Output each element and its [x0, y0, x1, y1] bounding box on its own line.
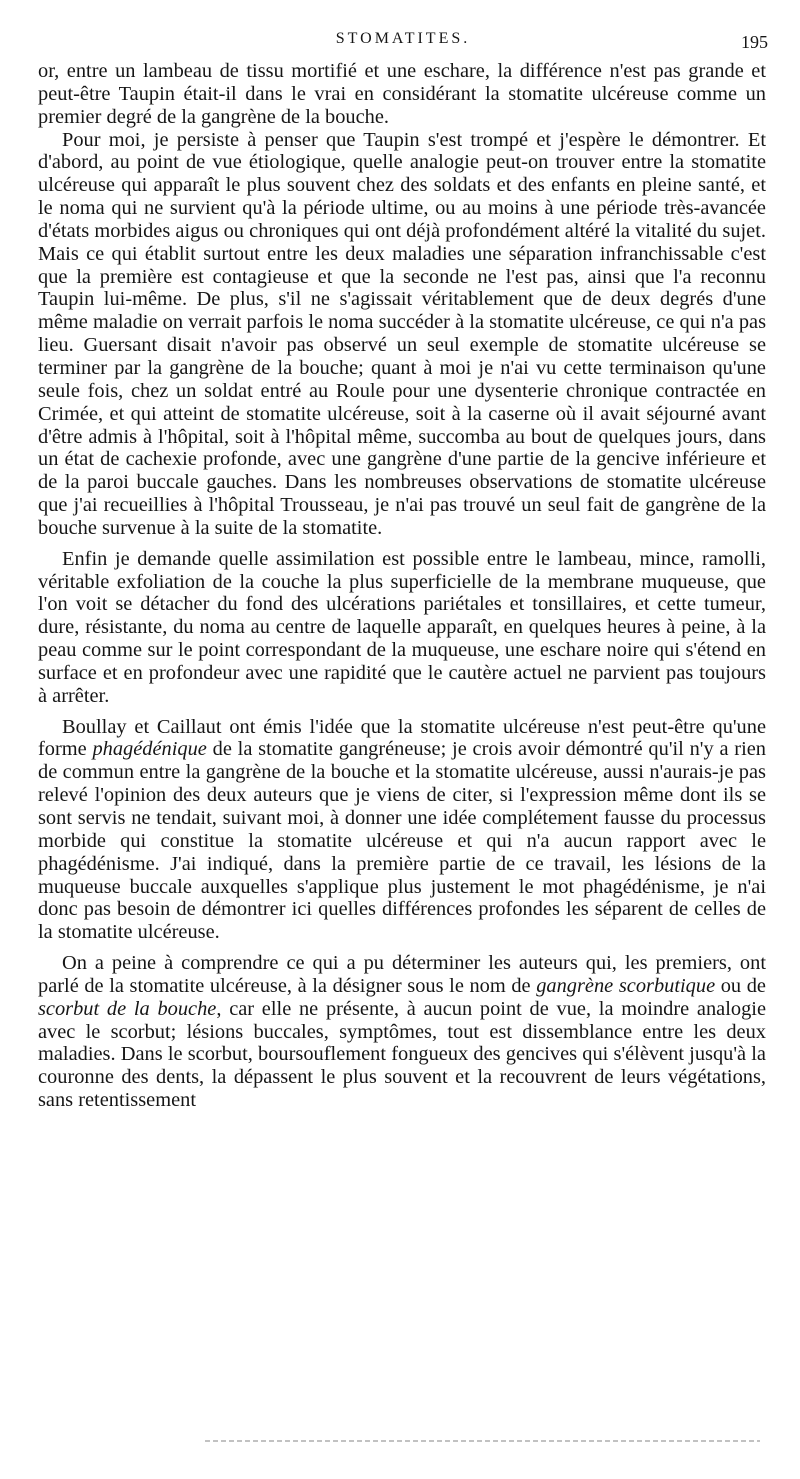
text-run: On a peine à comprendre ce qui a pu déterminer les auteurs qui, les premiers, ont parlé de la stomatite ulcéreuse, à la désigner sous le nom de	[38, 952, 766, 997]
paragraph	[38, 60, 766, 129]
text-run: Boullay et Caillaut ont émis l'idée que la stomatite ulcéreuse n'est peut-être qu'une forme	[38, 715, 766, 761]
body-text	[38, 60, 766, 1112]
text-run: ou de	[715, 974, 766, 997]
running-title: STOMATITES.	[335, 30, 471, 47]
page-number: 195	[741, 32, 768, 52]
text-run: Pour moi, je persiste à penser que Taupin s'est trompé et j'espère le démontrer. Et d'abord, au point de vue étiologique, quelle analogie peut-on trouver entre la stomatite ulcéreuse qui apparaît le plus souvent chez des soldats et des enfants en pleine santé, et le noma qui ne survient qu'à la période ultime, ou au moins à une période très-avancée d'états morbides aigus ou chroniques qui ont déjà profondément altéré la vitalité du sujet. Mais ce qui établit surtout entre les deux maladies une séparation infranchissable c'est que la première est contagieuse et que la seconde ne l'est pas, ainsi que l'a reconnu Taupin lui-même. De plus, s'il ne s'agissait véritablement que de deux degrés d'une même maladie on verrait parfois le noma succéder à la stomatite ulcéreuse, ce qui n'a pas lieu. Guersant disait n'avoir pas observé un seul exemple de stomatite ulcéreuse se terminer par la gangrène de la bouche; quant à moi je n'ai vu cette terminaison qu'une seule fois, chez un soldat entré au Roule pour une dysenterie chronique contractée en Crimée, et qui atteint de stomatite ulcéreuse, soit à la caserne où il avait séjourné avant d'être admis à l'hôpital, soit à l'hôpital même, succomba au bout de quelques jours, dans un état de cachexie profonde, avec une gangrène d'une partie de la gencive inférieure et de la paroi buccale gauches. Dans les nombreuses observations de stomatite ulcéreuse que j'ai recueillies à l'hôpital Trousseau, je n'ai pas trouvé un seul fait de gangrène de la bouche survenue à la suite de la stomatite.	[38, 128, 766, 539]
running-head	[38, 30, 768, 54]
paragraph	[38, 952, 766, 1112]
paragraph	[38, 548, 766, 708]
text-run: , car elle ne présente, à aucun point de vue, la moindre analogie avec le scorbut; lésions buccales, symptômes, tout est dissemblance entre les deux maladies. Dans le scorbut, boursouflement fongueux des gencives qui s'élèvent jusqu'à la couronne des dents, la dépassent le plus souvent et la recouvrent de leurs végétations, sans retentissement	[38, 997, 766, 1112]
text-run: de la stomatite gangréneuse; je crois avoir démontré qu'il n'y a rien de commun entre la gangrène de la bouche et la stomatite ulcéreuse, aussi n'aurais-je pas relevé l'opinion des deux auteurs que je viens de citer, si l'expression même dont ils se sont servis ne tendait, suivant moi, à donner une idée complétement fausse du processus morbide qui constitue la stomatite ulcéreuse et qui n'a aucun rapport avec le phagédénisme. J'ai indiqué, dans la première partie de ce travail, les lésions de la muqueuse buccale auxquelles s'applique plus justement le mot phagédénisme, je n'ai donc pas besoin de démontrer ici quelles différences profondes les séparent de celles de la stomatite ulcéreuse.	[38, 738, 766, 944]
paragraph	[38, 129, 766, 540]
footer-rule	[205, 1440, 760, 1442]
italic-term: scorbut de la bouche	[38, 997, 217, 1020]
italic-term: phagédénique	[92, 738, 207, 761]
text-run: Enfin je demande quelle assimilation est possible entre le lambeau, mince, ramolli, véritable exfoliation de la couche la plus superficielle de la membrane muqueuse, que l'on voit se détacher du fond des ulcérations pariétales et tonsillaires, et cette tumeur, dure, résistante, du noma au centre de laquelle apparaît, en quelques heures à peine, à la peau comme sur le point correspondant de la muqueuse, une eschare noire qui s'étend en surface et en profondeur avec une rapidité que le cautère actuel ne parvient pas toujours à arrêter.	[38, 547, 766, 707]
italic-term: gangrène scorbutique	[536, 974, 716, 997]
text-run: or, entre un lambeau de tissu mortifié et une eschare, la différence n'est pas grande et peut-être Taupin était-il dans le vrai en considérant la stomatite ulcéreuse comme un premier degré de la gangrène de la bouche.	[38, 60, 766, 128]
paragraph	[38, 716, 766, 944]
